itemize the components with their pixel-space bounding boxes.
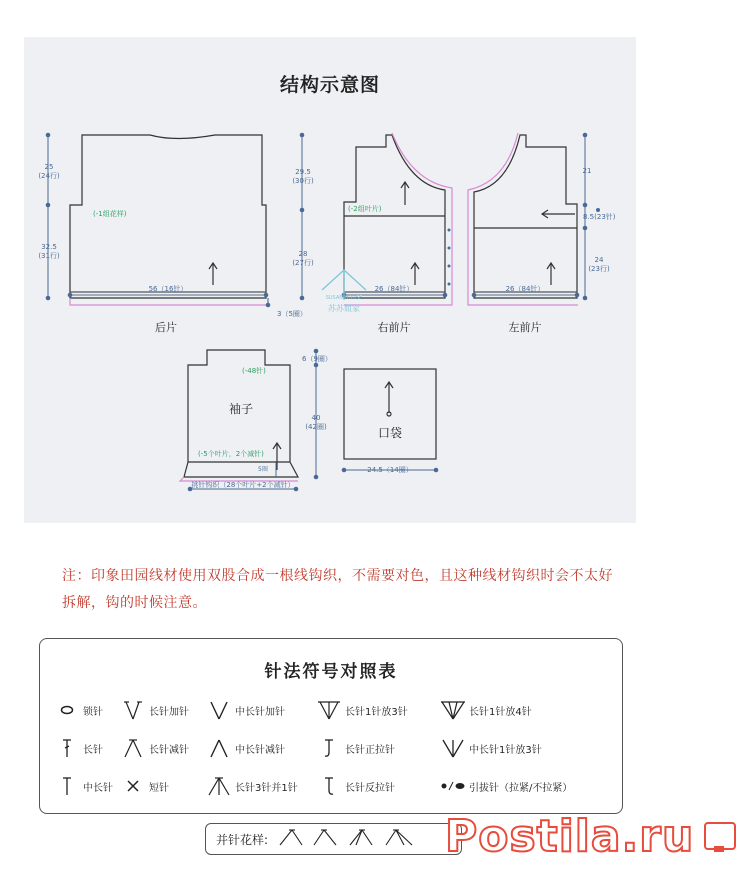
legend-item: 长针1针放3针 [316,699,408,721]
rf-top-h: 29.5 [295,168,311,176]
rf-width: 26（84针） [374,285,414,293]
legend-item: 长针3针并1针 [206,775,298,797]
rf-pattern-note: (-2组叶片) [348,205,382,213]
pocket-width: 24.5（14圈） [367,466,413,474]
sleeve-cuff: 6（9圈） [302,355,332,363]
dc-increase-icon [120,699,146,721]
bpdc-icon [316,775,342,797]
sleeve-band: 5圈 [258,466,268,473]
sleeve-side-note: (-5个叶片，2个减针) [198,450,264,458]
lf-width: 26（84针） [505,285,545,293]
right-front-piece [344,133,452,305]
legend-item: 长针反拉针 [316,775,395,797]
sleeve-length-rows: (42圈) [305,423,327,431]
legend-item: 中长针1针放3针 [440,737,542,759]
watermark-icon [702,820,736,854]
brand-latin: SUSAN HOUSE [325,295,363,301]
legend-item: 中长针加针 [206,699,285,721]
lf-bottom-rows: (23行) [588,265,610,273]
fpdc-icon [316,737,342,759]
legend-item: 长针减针 [120,737,189,759]
rf-bottom-rows: (27行) [292,259,314,267]
dc-1-to-4-icon [440,699,466,721]
rf-label: 右前片 [377,321,411,334]
yarn-note: 注：印象田园线材使用双股合成一根线钩织，不需要对色，且这种线材钩织时会不太好拆解，钩的时候注意。 [62,568,613,611]
legend-item: 长针1针放4针 [440,699,532,721]
legend-item: 长针加针 [120,699,189,721]
dc3tog-icon [206,775,232,797]
lf-mid: 8.5(23针) [583,213,616,221]
hdc-1-to-3-icon [440,737,466,759]
rf-bottom-h: 28 [298,250,308,258]
combo-label: 并针花样: [216,832,269,847]
hdc-icon [54,775,80,797]
legend-item: 引拔针（拉紧/不拉紧） [440,775,572,797]
slip-stitch-icon [440,775,466,797]
chain-icon [54,699,80,721]
legend-title: 针法符号对照表 [264,662,398,682]
rf-top-rows: (30行) [292,177,314,185]
hdc-increase-icon [206,699,232,721]
lf-top-h: 21 [582,167,592,175]
legend-item: 锁针 [54,699,103,721]
sc-icon [120,775,146,797]
back-pattern-note: (-1组花样) [93,210,127,218]
sleeve-bottom: 挑针钩织（28个叶片+2个减针） [191,481,295,489]
back-border: 3（5圈） [277,310,307,318]
left-front-piece [468,133,578,305]
dc-icon [54,737,80,759]
back-bottom-h: 32.5 [41,243,57,251]
sleeve-length: 40 [311,414,321,422]
watermark-text: Postila.ru [445,811,695,862]
back-width: 56（16针） [148,285,188,293]
sleeve-top-note: (-48针) [242,367,266,375]
hdc-decrease-icon [206,737,232,759]
pocket-label: 口袋 [377,426,403,440]
back-top-rows: (24行) [38,172,60,180]
legend-item: 短针 [120,775,169,797]
legend-item: 中长针减针 [206,737,285,759]
back-label: 后片 [155,321,177,334]
legend-item: 长针正拉针 [316,737,395,759]
stitch-legend [39,638,623,814]
sleeve-label: 袖子 [228,402,254,416]
brand-cn: 苏苏姐家 [328,304,360,313]
legend-item: 长针 [54,737,103,759]
dc-decrease-icon [120,737,146,759]
back-piece [70,135,268,305]
lf-label: 左前片 [508,321,542,334]
legend-item: 中长针 [54,775,113,797]
watermark [445,811,736,862]
pocket-piece [344,369,436,459]
dc-1-to-3-icon [316,699,342,721]
diagram-title: 结构示意图 [279,74,380,96]
lf-bottom-h: 24 [594,256,604,264]
back-top-h: 25 [44,163,54,171]
combo-pattern-box [205,823,462,855]
back-bottom-rows: (31行) [38,252,60,260]
combo-stitch-icons [276,827,426,852]
